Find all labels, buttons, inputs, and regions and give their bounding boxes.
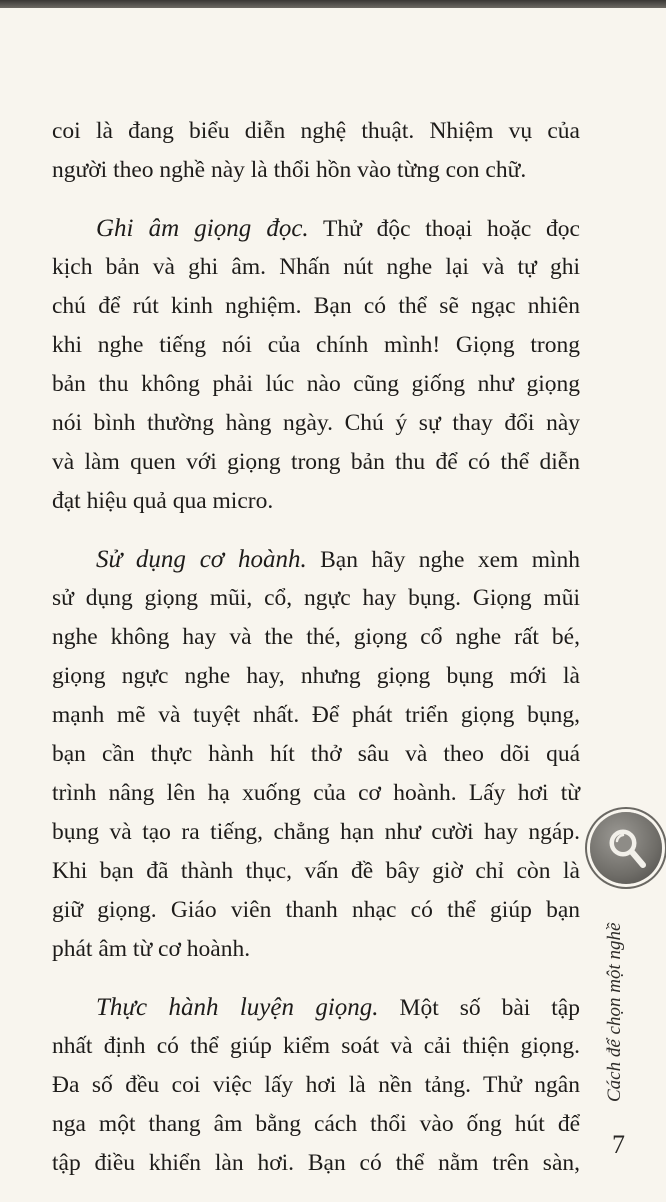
body-text: [52, 112, 580, 1202]
text-line: [52, 540, 580, 579]
section-heading-diaphragm: Sử dụng cơ hoành.: [96, 546, 307, 573]
paragraph-continuation: [52, 112, 580, 190]
text-line: phát âm từ cơ hoành.: [52, 936, 251, 962]
paragraph-voice-practice: [52, 988, 580, 1183]
text-line: trình nâng lên hạ xuống của cơ hoành. Lấy hơi từ: [52, 780, 580, 806]
text-line: đạt hiệu quả qua micro.: [52, 488, 274, 514]
text-line: mạnh mẽ và tuyệt nhất. Để phát triển giọng bụng,: [52, 702, 580, 728]
top-edge-rule: [0, 0, 666, 8]
text-line: và làm quen với giọng trong bản thu để có thể diễn: [52, 449, 580, 475]
text-line: giữ giọng. Giáo viên thanh nhạc có thể giúp bạn: [52, 897, 580, 923]
text-line: bụng và tạo ra tiếng, chẳng hạn như cười hay ngáp.: [52, 819, 580, 845]
section-heading-voice-practice: Thực hành luyện giọng.: [96, 994, 379, 1021]
text-line: tập điều khiển làn hơi. Bạn có thể nằm trên sàn,: [52, 1150, 580, 1176]
paragraph-diaphragm: [52, 540, 580, 969]
text-run: Bạn hãy nghe xem mình: [306, 547, 581, 573]
text-line: nga một thang âm bằng cách thổi vào ống hút để: [52, 1111, 580, 1137]
paragraph-voice-recording: [52, 209, 580, 521]
text-line: coi là đang biểu diễn nghệ thuật. Nhiệm vụ của: [52, 118, 580, 144]
text-run: Một số bài tập: [378, 995, 580, 1021]
text-line: khi nghe tiếng nói của chính mình! Giọng trong: [52, 332, 580, 358]
text-line: giọng ngực nghe hay, nhưng giọng bụng mới là: [52, 663, 580, 689]
text-line: nói bình thường hàng ngày. Chú ý sự thay đổi này: [52, 410, 580, 436]
text-line: sử dụng giọng mũi, cổ, ngực hay bụng. Giọng mũi: [52, 585, 580, 611]
text-line: nhất định có thể giúp kiểm soát và cải thiện giọng.: [52, 1033, 580, 1059]
text-line: chú để rút kinh nghiệm. Bạn có thể sẽ ngạc nhiên: [52, 293, 580, 319]
text-line: người theo nghề này là thổi hồn vào từng con chữ.: [52, 157, 527, 183]
text-line: bạn cần thực hành hít thở sâu và theo dõi quá: [52, 741, 580, 767]
text-run: Thử độc thoại hoặc đọc: [308, 216, 580, 242]
text-line: kịch bản và ghi âm. Nhấn nút nghe lại và tự ghi: [52, 254, 580, 280]
text-line: nghe không hay và the thé, giọng cổ nghe rất bé,: [52, 624, 580, 650]
section-heading-voice-recording: Ghi âm giọng đọc.: [96, 215, 309, 242]
text-line: Khi bạn đã thành thục, vấn đề bây giờ chỉ còn là: [52, 858, 580, 884]
text-line: bản thu không phải lúc nào cũng giống như giọng: [52, 371, 580, 397]
text-line: [52, 988, 580, 1027]
running-title: Cách để chọn một nghề: [604, 922, 625, 1102]
page-number: 7: [612, 1130, 625, 1159]
magnifying-glass-icon: [590, 812, 662, 884]
text-line: [52, 209, 580, 248]
text-line: Đa số đều coi việc lấy hơi là nền tảng. Thử ngân: [52, 1072, 580, 1098]
